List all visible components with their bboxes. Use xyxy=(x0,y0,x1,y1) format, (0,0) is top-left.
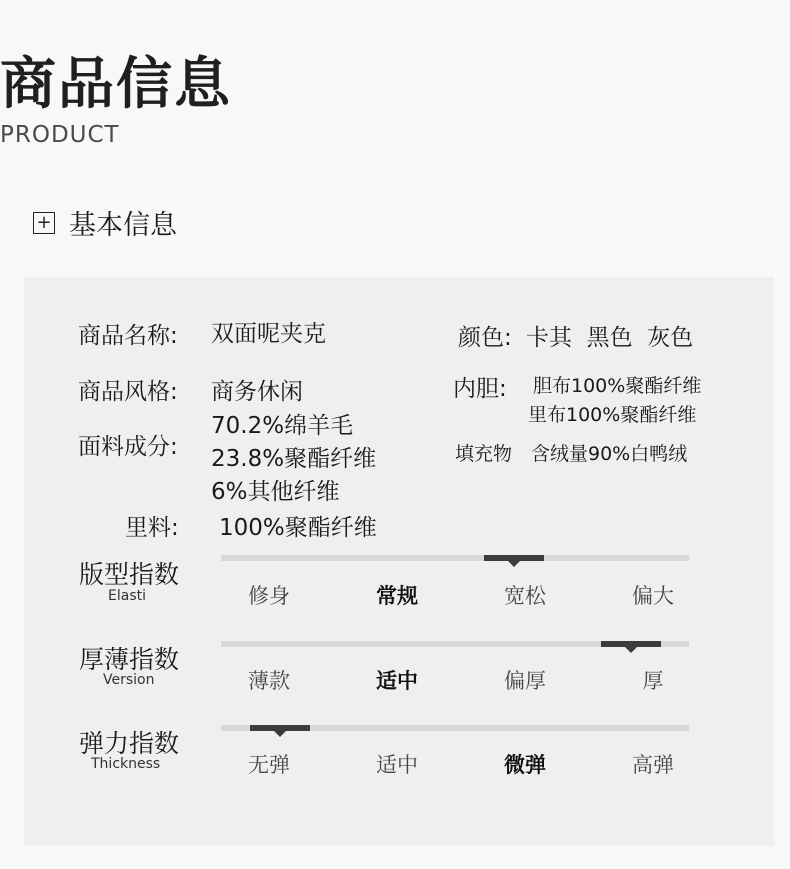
index-subtitle: Thickness xyxy=(91,756,161,772)
index-option: 修身 xyxy=(248,584,290,608)
expand-icon[interactable]: + xyxy=(33,212,55,234)
inner-line: 里布100%聚酯纤维 xyxy=(528,404,697,426)
lining-value: 100%聚酯纤维 xyxy=(219,515,377,541)
fabric-label: 面料成分: xyxy=(78,434,178,460)
filling-value: 含绒量90%白鸭绒 xyxy=(531,443,688,465)
index-option: 偏大 xyxy=(632,584,674,608)
fabric-line: 6%其他纤维 xyxy=(211,479,340,505)
index-marker-pointer xyxy=(274,731,286,737)
fabric-line: 23.8%聚酯纤维 xyxy=(211,446,377,472)
name-label: 商品名称: xyxy=(78,323,178,349)
index-subtitle: Version xyxy=(103,672,155,688)
style-value: 商务休闲 xyxy=(211,379,303,405)
color-label: 颜色: xyxy=(458,325,512,351)
index-option: 宽松 xyxy=(504,584,546,608)
inner-line: 胆布100%聚酯纤维 xyxy=(533,375,702,397)
index-option: 适中 xyxy=(376,669,418,693)
index-option: 薄款 xyxy=(248,669,290,693)
index-option: 无弹 xyxy=(248,753,290,777)
section-header[interactable] xyxy=(33,203,177,242)
fabric-line: 70.2%绵羊毛 xyxy=(211,413,354,439)
index-track xyxy=(221,555,689,561)
index-marker-pointer xyxy=(508,561,520,567)
index-option: 偏厚 xyxy=(504,669,546,693)
color-value: 卡其 黑色 灰色 xyxy=(526,325,694,351)
style-label: 商品风格: xyxy=(78,379,178,405)
section-title: 基本信息 xyxy=(69,210,177,241)
index-option: 厚 xyxy=(642,669,664,693)
index-subtitle: Elasti xyxy=(108,588,146,604)
index-option: 高弹 xyxy=(632,753,674,777)
index-marker-pointer xyxy=(625,647,637,653)
index-option: 常规 xyxy=(376,584,418,608)
page-subtitle: PRODUCT xyxy=(0,122,120,148)
inner-label: 内胆: xyxy=(453,376,507,402)
index-title: 版型指数 xyxy=(79,560,180,589)
page-title: 商品信息 xyxy=(0,52,232,117)
name-value: 双面呢夹克 xyxy=(211,321,326,347)
filling-label: 填充物 xyxy=(455,443,513,465)
lining-label: 里料: xyxy=(125,515,179,541)
index-option: 适中 xyxy=(376,753,418,777)
index-title: 弹力指数 xyxy=(79,729,180,758)
index-title: 厚薄指数 xyxy=(79,645,180,674)
index-option: 微弹 xyxy=(504,753,546,777)
